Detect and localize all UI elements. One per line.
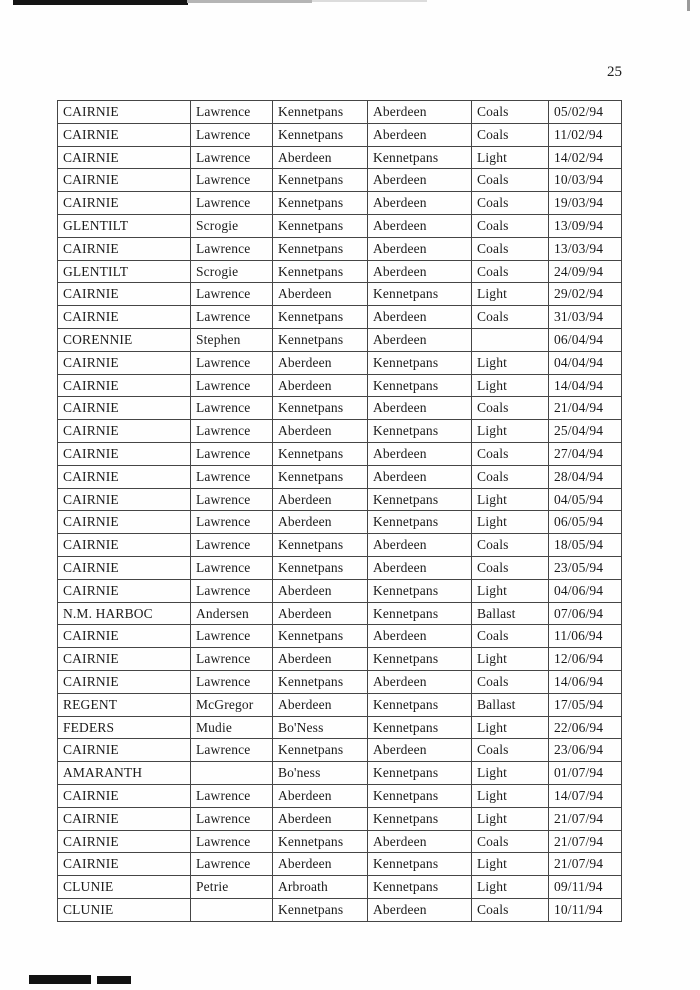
table-cell: Kennetpans xyxy=(273,830,368,853)
table-cell: Coals xyxy=(472,442,549,465)
table-cell: GLENTILT xyxy=(58,260,191,283)
table-cell: Light xyxy=(472,420,549,443)
table-cell: Aberdeen xyxy=(273,602,368,625)
table-cell: Lawrence xyxy=(191,784,273,807)
table-cell: 14/07/94 xyxy=(549,784,622,807)
table-cell: Light xyxy=(472,807,549,830)
table-cell: Lawrence xyxy=(191,465,273,488)
table-cell: AMARANTH xyxy=(58,762,191,785)
table-cell: Lawrence xyxy=(191,625,273,648)
table-cell: 04/04/94 xyxy=(549,351,622,374)
table-cell: Lawrence xyxy=(191,420,273,443)
table-cell: Kennetpans xyxy=(368,648,472,671)
table-cell: Kennetpans xyxy=(368,807,472,830)
table-row xyxy=(58,420,622,443)
table-row xyxy=(58,192,622,215)
table-cell: CAIRNIE xyxy=(58,830,191,853)
table-row xyxy=(58,351,622,374)
table-cell: CAIRNIE xyxy=(58,534,191,557)
table-cell: Aberdeen xyxy=(273,420,368,443)
table-cell: Lawrence xyxy=(191,830,273,853)
table-cell: CAIRNIE xyxy=(58,237,191,260)
table-cell: CAIRNIE xyxy=(58,123,191,146)
table-row xyxy=(58,101,622,124)
table-cell: 18/05/94 xyxy=(549,534,622,557)
table-cell: Kennetpans xyxy=(273,397,368,420)
table-cell: Lawrence xyxy=(191,351,273,374)
table-row xyxy=(58,283,622,306)
table-cell: Scrogie xyxy=(191,260,273,283)
table-cell: 23/06/94 xyxy=(549,739,622,762)
table-cell: Aberdeen xyxy=(273,511,368,534)
table-cell: 21/07/94 xyxy=(549,853,622,876)
table-row xyxy=(58,876,622,899)
table-cell: 29/02/94 xyxy=(549,283,622,306)
page-number: 25 xyxy=(607,64,622,80)
table-cell: Light xyxy=(472,716,549,739)
table-cell: Coals xyxy=(472,192,549,215)
table-cell: Aberdeen xyxy=(368,192,472,215)
table-cell: 17/05/94 xyxy=(549,693,622,716)
table-cell: 13/03/94 xyxy=(549,237,622,260)
table-cell: Kennetpans xyxy=(368,511,472,534)
table-cell: Aberdeen xyxy=(368,169,472,192)
table-cell: 27/04/94 xyxy=(549,442,622,465)
table-cell: Lawrence xyxy=(191,534,273,557)
table-cell: CLUNIE xyxy=(58,898,191,921)
table-row xyxy=(58,693,622,716)
table-cell: 14/02/94 xyxy=(549,146,622,169)
table-cell: CAIRNIE xyxy=(58,670,191,693)
table-cell: Aberdeen xyxy=(368,442,472,465)
table-cell: Aberdeen xyxy=(273,853,368,876)
table-cell: 11/06/94 xyxy=(549,625,622,648)
table-cell: CAIRNIE xyxy=(58,556,191,579)
table-cell: 04/06/94 xyxy=(549,579,622,602)
table-cell: Kennetpans xyxy=(273,625,368,648)
table-cell: 10/03/94 xyxy=(549,169,622,192)
table-cell: 24/09/94 xyxy=(549,260,622,283)
table-cell: Lawrence xyxy=(191,511,273,534)
table-cell: Lawrence xyxy=(191,397,273,420)
table-row xyxy=(58,123,622,146)
table-cell: Aberdeen xyxy=(368,625,472,648)
table-cell: 06/04/94 xyxy=(549,328,622,351)
table-cell: CAIRNIE xyxy=(58,488,191,511)
table-cell: Lawrence xyxy=(191,807,273,830)
table-cell: 05/02/94 xyxy=(549,101,622,124)
table-cell: 19/03/94 xyxy=(549,192,622,215)
table-cell: Coals xyxy=(472,397,549,420)
table-cell: Bo'ness xyxy=(273,762,368,785)
table-row xyxy=(58,534,622,557)
table-cell: Aberdeen xyxy=(273,351,368,374)
table-cell: Lawrence xyxy=(191,306,273,329)
table-cell: Coals xyxy=(472,670,549,693)
table-cell: Kennetpans xyxy=(368,716,472,739)
table-cell: 21/07/94 xyxy=(549,807,622,830)
table-row xyxy=(58,579,622,602)
table-cell: Kennetpans xyxy=(273,442,368,465)
table-cell xyxy=(191,762,273,785)
table-cell: Kennetpans xyxy=(273,123,368,146)
table-cell: Arbroath xyxy=(273,876,368,899)
table-cell: Lawrence xyxy=(191,739,273,762)
table-row xyxy=(58,214,622,237)
table-cell: Kennetpans xyxy=(368,420,472,443)
table-row xyxy=(58,762,622,785)
table-cell: Aberdeen xyxy=(368,214,472,237)
table-row xyxy=(58,306,622,329)
table-cell: Petrie xyxy=(191,876,273,899)
table-cell: Aberdeen xyxy=(273,784,368,807)
table-cell: 13/09/94 xyxy=(549,214,622,237)
table-cell: Ballast xyxy=(472,693,549,716)
table-cell: 12/06/94 xyxy=(549,648,622,671)
table-row xyxy=(58,602,622,625)
table-cell: Light xyxy=(472,374,549,397)
table-cell: CAIRNIE xyxy=(58,784,191,807)
table-cell: Kennetpans xyxy=(368,602,472,625)
table-cell: Scrogie xyxy=(191,214,273,237)
table-row xyxy=(58,898,622,921)
table-cell: Kennetpans xyxy=(273,739,368,762)
table-cell: Aberdeen xyxy=(368,397,472,420)
table-cell: Aberdeen xyxy=(273,648,368,671)
scan-artifact-top-left xyxy=(13,0,188,5)
table-cell: Kennetpans xyxy=(368,351,472,374)
table-row xyxy=(58,488,622,511)
table-cell: Light xyxy=(472,283,549,306)
table-cell: Coals xyxy=(472,123,549,146)
table-cell: Lawrence xyxy=(191,146,273,169)
table-cell: Kennetpans xyxy=(273,670,368,693)
table-cell: Kennetpans xyxy=(368,762,472,785)
table-cell: FEDERS xyxy=(58,716,191,739)
table-cell: Lawrence xyxy=(191,579,273,602)
table-cell: Coals xyxy=(472,830,549,853)
table-cell: CAIRNIE xyxy=(58,739,191,762)
table-cell: Kennetpans xyxy=(273,260,368,283)
table-cell: 31/03/94 xyxy=(549,306,622,329)
table-cell: CAIRNIE xyxy=(58,374,191,397)
table-cell: Ballast xyxy=(472,602,549,625)
table-cell: Lawrence xyxy=(191,556,273,579)
table-row xyxy=(58,784,622,807)
table-cell: Kennetpans xyxy=(368,579,472,602)
table-row xyxy=(58,442,622,465)
table-cell: Coals xyxy=(472,625,549,648)
table-cell: Aberdeen xyxy=(273,807,368,830)
table-row xyxy=(58,670,622,693)
table-cell: Kennetpans xyxy=(273,101,368,124)
table-cell: Lawrence xyxy=(191,374,273,397)
table-cell: Lawrence xyxy=(191,123,273,146)
table-cell: Kennetpans xyxy=(273,169,368,192)
table-row xyxy=(58,556,622,579)
table-cell: CAIRNIE xyxy=(58,306,191,329)
table-cell: Kennetpans xyxy=(368,283,472,306)
table-cell: Light xyxy=(472,488,549,511)
table-cell xyxy=(191,898,273,921)
table-cell: Lawrence xyxy=(191,488,273,511)
table-row xyxy=(58,739,622,762)
table-row xyxy=(58,807,622,830)
table-cell: Andersen xyxy=(191,602,273,625)
table-cell: Aberdeen xyxy=(273,283,368,306)
table-cell: Coals xyxy=(472,556,549,579)
table-cell: 06/05/94 xyxy=(549,511,622,534)
table-cell: Lawrence xyxy=(191,169,273,192)
table-cell: 25/04/94 xyxy=(549,420,622,443)
table-cell: Kennetpans xyxy=(368,488,472,511)
table-cell: CAIRNIE xyxy=(58,511,191,534)
table-cell: Aberdeen xyxy=(368,556,472,579)
table-cell: Kennetpans xyxy=(368,374,472,397)
table-cell: 11/02/94 xyxy=(549,123,622,146)
table-cell: CLUNIE xyxy=(58,876,191,899)
table-cell: Kennetpans xyxy=(368,146,472,169)
table-cell: Kennetpans xyxy=(368,784,472,807)
table-cell: Kennetpans xyxy=(273,328,368,351)
table-cell: Coals xyxy=(472,260,549,283)
table-row xyxy=(58,830,622,853)
table-cell: 04/05/94 xyxy=(549,488,622,511)
table-cell: Coals xyxy=(472,306,549,329)
scan-artifact-top-faint xyxy=(312,0,427,2)
table-cell: Kennetpans xyxy=(273,306,368,329)
table-cell: Aberdeen xyxy=(368,830,472,853)
table-cell: CAIRNIE xyxy=(58,442,191,465)
table-cell: 09/11/94 xyxy=(549,876,622,899)
table-cell: CAIRNIE xyxy=(58,579,191,602)
table-cell: CAIRNIE xyxy=(58,283,191,306)
table-cell: CAIRNIE xyxy=(58,625,191,648)
table-row xyxy=(58,648,622,671)
table-row xyxy=(58,328,622,351)
table-cell: Aberdeen xyxy=(368,328,472,351)
table-cell: Mudie xyxy=(191,716,273,739)
table-cell: Aberdeen xyxy=(368,123,472,146)
table-cell: CORENNIE xyxy=(58,328,191,351)
table-cell: Kennetpans xyxy=(273,214,368,237)
table-cell: GLENTILT xyxy=(58,214,191,237)
table-cell: Lawrence xyxy=(191,442,273,465)
table-row xyxy=(58,146,622,169)
table-cell: Coals xyxy=(472,214,549,237)
table-row xyxy=(58,169,622,192)
table-cell: Aberdeen xyxy=(273,579,368,602)
table-cell: 22/06/94 xyxy=(549,716,622,739)
table-cell: Kennetpans xyxy=(273,898,368,921)
table-row xyxy=(58,260,622,283)
table-cell: Lawrence xyxy=(191,853,273,876)
table-cell: CAIRNIE xyxy=(58,397,191,420)
table-cell: Lawrence xyxy=(191,192,273,215)
table-cell: Light xyxy=(472,351,549,374)
table-cell: Aberdeen xyxy=(273,488,368,511)
table-cell: Lawrence xyxy=(191,283,273,306)
table-cell: Stephen xyxy=(191,328,273,351)
table-row xyxy=(58,853,622,876)
table-cell: Bo'Ness xyxy=(273,716,368,739)
table-cell: 28/04/94 xyxy=(549,465,622,488)
table-cell: CAIRNIE xyxy=(58,146,191,169)
table-row xyxy=(58,237,622,260)
table-cell: Light xyxy=(472,648,549,671)
voyage-log-table xyxy=(57,100,622,922)
table-cell: Aberdeen xyxy=(368,260,472,283)
table-cell: Light xyxy=(472,146,549,169)
table-cell: Light xyxy=(472,876,549,899)
table-cell: Coals xyxy=(472,237,549,260)
scan-artifact-top-right xyxy=(687,0,690,11)
scan-artifact-bottom-left-1 xyxy=(29,975,91,984)
table-cell: CAIRNIE xyxy=(58,351,191,374)
table-cell: Lawrence xyxy=(191,237,273,260)
table-cell: CAIRNIE xyxy=(58,853,191,876)
table-row xyxy=(58,374,622,397)
table-row xyxy=(58,625,622,648)
table-cell: 01/07/94 xyxy=(549,762,622,785)
table-cell: Aberdeen xyxy=(273,146,368,169)
table-cell: 23/05/94 xyxy=(549,556,622,579)
table-cell: Kennetpans xyxy=(368,853,472,876)
table-cell: Aberdeen xyxy=(273,693,368,716)
table-cell: Kennetpans xyxy=(273,237,368,260)
table-cell: CAIRNIE xyxy=(58,192,191,215)
table-cell: Aberdeen xyxy=(368,465,472,488)
table-cell: N.M. HARBOC xyxy=(58,602,191,625)
table-cell: Kennetpans xyxy=(368,693,472,716)
table-cell: Aberdeen xyxy=(368,101,472,124)
table-cell: Aberdeen xyxy=(368,898,472,921)
table-cell: Lawrence xyxy=(191,670,273,693)
table-cell: Light xyxy=(472,511,549,534)
scan-artifact-bottom-left-2 xyxy=(97,976,131,984)
table-row xyxy=(58,397,622,420)
table-cell: CAIRNIE xyxy=(58,807,191,830)
table-cell xyxy=(472,328,549,351)
table-cell: Kennetpans xyxy=(273,465,368,488)
table-cell: Kennetpans xyxy=(273,556,368,579)
table-cell: Coals xyxy=(472,898,549,921)
table-cell: CAIRNIE xyxy=(58,465,191,488)
table-cell: 14/06/94 xyxy=(549,670,622,693)
table-cell: CAIRNIE xyxy=(58,420,191,443)
table-cell: Aberdeen xyxy=(368,534,472,557)
table-cell: Kennetpans xyxy=(273,192,368,215)
table-cell: Light xyxy=(472,784,549,807)
table-cell: CAIRNIE xyxy=(58,169,191,192)
scan-artifact-top-extension xyxy=(187,0,312,3)
table-cell: Aberdeen xyxy=(368,237,472,260)
table-cell: Lawrence xyxy=(191,648,273,671)
table-cell: McGregor xyxy=(191,693,273,716)
table-cell: 21/04/94 xyxy=(549,397,622,420)
table-cell: 21/07/94 xyxy=(549,830,622,853)
table-cell: CAIRNIE xyxy=(58,101,191,124)
table-cell: Coals xyxy=(472,534,549,557)
table-cell: Kennetpans xyxy=(273,534,368,557)
table-cell: Coals xyxy=(472,739,549,762)
table-cell: 14/04/94 xyxy=(549,374,622,397)
table-cell: Lawrence xyxy=(191,101,273,124)
table-row xyxy=(58,716,622,739)
table-cell: REGENT xyxy=(58,693,191,716)
table-cell: Coals xyxy=(472,465,549,488)
table-cell: Coals xyxy=(472,101,549,124)
table-cell: Aberdeen xyxy=(368,739,472,762)
table-cell: Light xyxy=(472,579,549,602)
table-cell: Aberdeen xyxy=(368,670,472,693)
table-cell: 07/06/94 xyxy=(549,602,622,625)
table-cell: Coals xyxy=(472,169,549,192)
table-cell: Aberdeen xyxy=(368,306,472,329)
table-cell: CAIRNIE xyxy=(58,648,191,671)
table-row xyxy=(58,465,622,488)
table-row xyxy=(58,511,622,534)
table-cell: Light xyxy=(472,853,549,876)
table-cell: Kennetpans xyxy=(368,876,472,899)
table-cell: Aberdeen xyxy=(273,374,368,397)
table-cell: Light xyxy=(472,762,549,785)
table-cell: 10/11/94 xyxy=(549,898,622,921)
